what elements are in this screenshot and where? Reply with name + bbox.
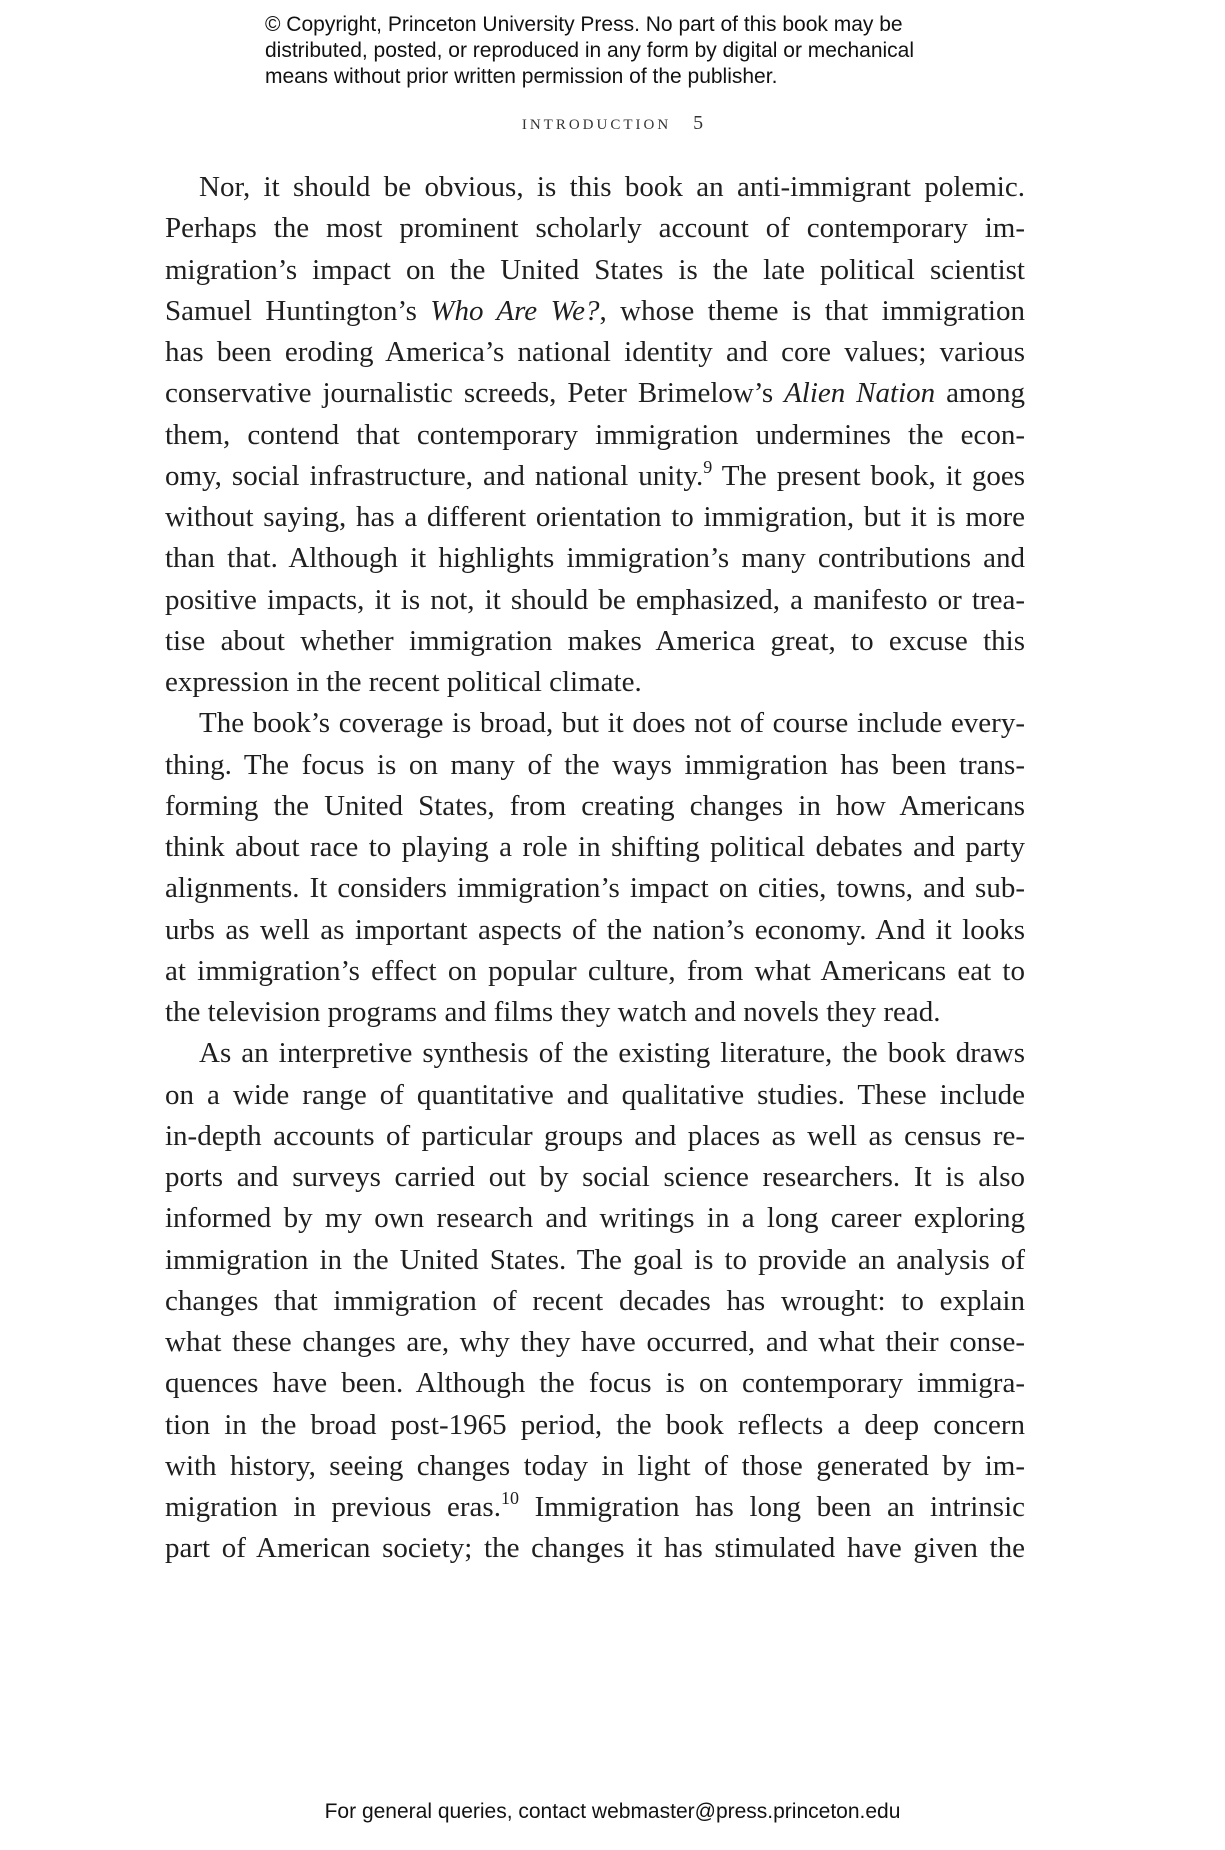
text-segment: omy, social infrastructure, and national unity. bbox=[165, 459, 704, 492]
text-line: what these changes are, why they have occurred, and what their conse- bbox=[165, 1326, 1025, 1358]
text-line: alignments. It considers immigration’s impact on cities, towns, and sub- bbox=[165, 872, 1025, 905]
text-line: quences have been. Although the focus is on contemporary immigra- bbox=[165, 1367, 1025, 1400]
text-line: As an interpretive synthesis of the existing literature, the book draws bbox=[199, 1037, 1025, 1070]
book-title-alien-nation: Alien Nation bbox=[784, 377, 936, 410]
text-line: changes that immigration of recent decades has wrought: to explain bbox=[165, 1284, 1025, 1317]
text-segment: The present book, it goes bbox=[712, 459, 1025, 492]
text-segment: migration in previous eras. bbox=[165, 1491, 501, 1523]
text-line: informed by my own research and writings in a long career exploring bbox=[165, 1202, 1025, 1235]
running-head bbox=[0, 112, 1225, 135]
body-text bbox=[165, 167, 1025, 1570]
text-line: the television programs and films they watch and novels they read. bbox=[165, 996, 941, 1028]
footnote-marker: 10 bbox=[500, 1488, 519, 1508]
text-line: The book’s coverage is broad, but it does not of course include every- bbox=[199, 707, 1025, 740]
copyright-line: means without prior written permission of the publisher. bbox=[265, 65, 778, 88]
text-line: has been eroding America’s national identity and core values; various bbox=[165, 336, 1025, 368]
copyright-notice bbox=[265, 12, 1025, 90]
copyright-line: distributed, posted, or reproduced in any form by digital or mechanical bbox=[265, 39, 915, 62]
copyright-line: © Copyright, Princeton University Press. No part of this book may be bbox=[265, 13, 903, 36]
text-segment: Immigration has long been an intrinsic bbox=[518, 1491, 1025, 1523]
text-line: part of American society; the changes it has stimulated have given the bbox=[165, 1532, 1025, 1565]
text-line: positive impacts, it is not, it should be emphasized, a manifesto or trea- bbox=[165, 583, 1025, 616]
text-line: migration’s impact on the United States is the late political scientist bbox=[165, 253, 1025, 286]
text-line: tise about whether immigration makes America great, to excuse this bbox=[165, 624, 1025, 657]
text-line bbox=[165, 373, 1025, 414]
text-line bbox=[165, 456, 1025, 497]
text-segment: among bbox=[935, 377, 1025, 410]
text-line: in-depth accounts of particular groups and places as well as census re- bbox=[165, 1119, 1025, 1152]
text-line: at immigration’s effect on popular culture, from what Americans eat to bbox=[165, 954, 1025, 987]
text-line: thing. The focus is on many of the ways immigration has been trans- bbox=[165, 748, 1025, 781]
text-segment: , whose theme is that immigration bbox=[599, 294, 1025, 327]
chapter-title: INTRODUCTION bbox=[521, 117, 672, 133]
text-line: forming the United States, from creating changes in how Americans bbox=[165, 789, 1025, 822]
text-line: think about race to playing a role in shifting political debates and party bbox=[165, 831, 1025, 863]
text-line: Perhaps the most prominent scholarly account of contemporary im- bbox=[165, 212, 1025, 245]
text-line: Nor, it should be obvious, is this book an anti-immigrant polemic. bbox=[199, 171, 1025, 203]
text-line: with history, seeing changes today in light of those generated by im- bbox=[165, 1449, 1025, 1482]
text-segment: conservative journalistic screeds, Peter Brimelow’s bbox=[165, 377, 785, 410]
text-line: ports and surveys carried out by social science researchers. It is also bbox=[165, 1161, 1025, 1193]
text-line: urbs as well as important aspects of the nation’s economy. And it looks bbox=[165, 913, 1025, 946]
text-line: tion in the broad post-1965 period, the book reflects a deep concern bbox=[165, 1408, 1025, 1441]
book-title-who-are-we: Who Are We? bbox=[430, 294, 600, 327]
footnote-marker: 9 bbox=[703, 456, 713, 477]
text-line: expression in the recent political climate. bbox=[165, 666, 642, 698]
text-line bbox=[165, 291, 1025, 332]
text-line: them, contend that contemporary immigration undermines the econ- bbox=[165, 418, 1025, 451]
page-number: 5 bbox=[693, 112, 704, 134]
text-line: on a wide range of quantitative and qualitative studies. These include bbox=[165, 1078, 1025, 1111]
text-line: than that. Although it highlights immigration’s many contributions and bbox=[165, 542, 1025, 575]
text-line: immigration in the United States. The goal is to provide an analysis of bbox=[165, 1243, 1025, 1276]
text-line bbox=[165, 1487, 1025, 1528]
text-line: without saying, has a different orientation to immigration, but it is more bbox=[165, 501, 1025, 533]
text-segment: Samuel Huntington’s bbox=[165, 294, 431, 327]
footer-contact: For general queries, contact webmaster@press.princeton.edu bbox=[324, 1800, 901, 1823]
